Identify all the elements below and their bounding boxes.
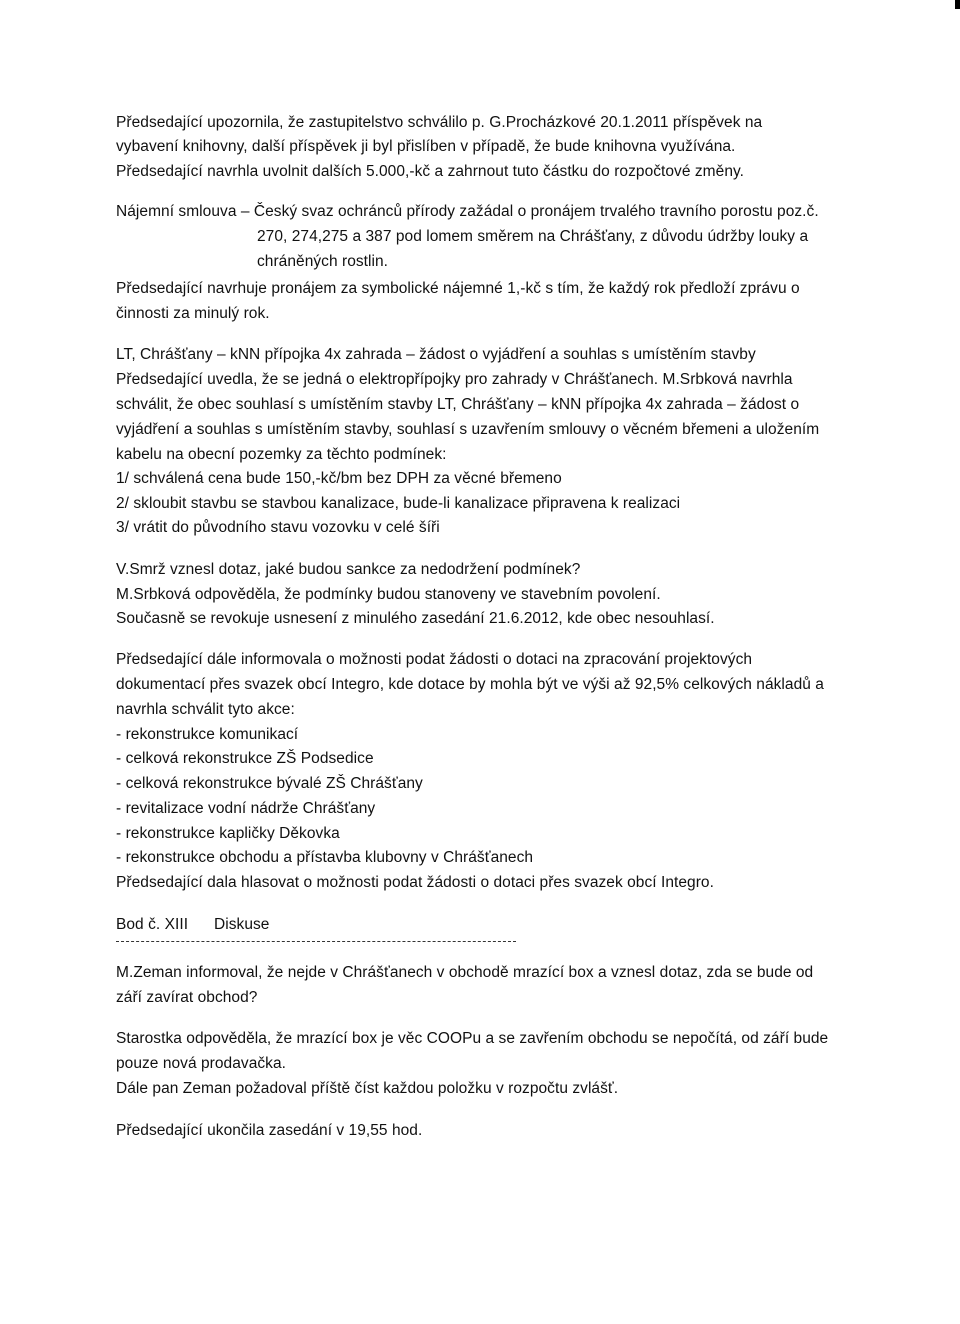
discussion-zeman-line-2: září zavírat obchod? — [116, 989, 258, 1006]
paragraph-smrz-line-2: M.Srbková odpověděla, že podmínky budou stanoveny ve stavebním povolení. — [116, 586, 661, 603]
dotace-list-item: - rekonstrukce obchodu a přístavba klubovny v Chrášťanech — [116, 849, 534, 866]
dotace-list-item: - celková rekonstrukce ZŠ Podsedice — [116, 750, 374, 767]
paragraph-dotace-closing: Předsedající dala hlasovat o možnosti podat žádosti o dotaci přes svazek obcí Integro. — [116, 874, 714, 891]
paragraph-smrz-line-3: Současně se revokuje usnesení z minulého zasedání 21.6.2012, kde obec nesouhlasí. — [116, 610, 715, 627]
paragraph-dotace-line-1: Předsedající dále informovala o možnosti podat žádosti o dotaci na zpracování projektových — [116, 651, 753, 668]
paragraph-dotace-line-2: dokumentací přes svazek obcí Integro, kde dotace by mohla být ve výši až 92,5% celkových nákladů a — [116, 676, 824, 693]
discussion-zeman-line-1: M.Zeman informoval, že nejde v Chrášťanech v obchodě mrazící box a vznesl dotaz, zda se bude od — [116, 964, 814, 981]
paragraph-najemni-line-5: činnosti za minulý rok. — [116, 305, 270, 322]
paragraph-knn-line-2: Předsedající uvedla, že se jedná o elektropřípojky pro zahrady v Chrášťanech. M.Srbková navrhla — [116, 371, 793, 388]
paragraph-knihovna-line-1: Předsedající upozornila, že zastupitelstvo schválilo p. G.Procházkové 20.1.2011 příspěvek na — [116, 114, 763, 131]
closing-statement: Předsedající ukončila zasedání v 19,55 hod. — [116, 1122, 423, 1139]
paragraph-knn-line-1: LT, Chrášťany – kNN přípojka 4x zahrada – žádost o vyjádření a souhlas s umístěním stavby — [116, 346, 756, 363]
discussion-starostka-line-1: Starostka odpověděla, že mrazící box je věc COOPu a se zavřením obchodu se nepočítá, od září bude — [116, 1030, 829, 1047]
dotace-list-item: - rekonstrukce kapličky Děkovka — [116, 825, 340, 842]
paragraph-najemni-line-1: Nájemní smlouva – Český svaz ochránců přírody zažádal o pronájem trvalého travního porostu poz.č. — [116, 203, 819, 220]
paragraph-knihovna-line-3: Předsedající navrhla uvolnit dalších 5.000,-kč a zahrnout tuto částku do rozpočtové změny. — [116, 163, 744, 180]
paragraph-smrz-line-1: V.Smrž vznesl dotaz, jaké budou sankce za nedodržení podmínek? — [116, 561, 581, 578]
section-divider — [116, 941, 516, 942]
paragraph-knn-line-3: schválit, že obec souhlasí s umístěním stavby LT, Chrášťany – kNN přípojka 4x zahrada – žádost o — [116, 396, 800, 413]
scan-corner-mark — [955, 0, 960, 9]
dotace-list-item: - revitalizace vodní nádrže Chrášťany — [116, 800, 376, 817]
paragraph-najemni-line-4: Předsedající navrhuje pronájem za symbolické nájemné 1,-kč s tím, že každý rok předloží zprávu o — [116, 280, 800, 297]
paragraph-dotace-line-3: navrhla schválit tyto akce: — [116, 701, 295, 718]
section-number: Bod č. XIII — [116, 916, 189, 933]
paragraph-knn-line-7: 2/ skloubit stavbu se stavbou kanalizace, bude-li kanalizace připravena k realizaci — [116, 495, 681, 512]
discussion-starostka-line-3: Dále pan Zeman požadoval příště číst každou položku v rozpočtu zvlášť. — [116, 1080, 619, 1097]
paragraph-knn-line-4: vyjádření a souhlas s umístěním stavby, souhlasí s uzavřením smlouvy o věcném břemeni a uložením — [116, 421, 820, 438]
paragraph-knn-line-5: kabelu na obecní pozemky za těchto podmínek: — [116, 446, 447, 463]
paragraph-knihovna-line-2: vybavení knihovny, další příspěvek ji byl přislíben v případě, že bude knihovna využívána. — [116, 138, 736, 155]
paragraph-knn-line-8: 3/ vrátit do původního stavu vozovku v celé šíři — [116, 519, 440, 536]
paragraph-najemni-line-3: chráněných rostlin. — [257, 253, 389, 270]
discussion-starostka-line-2: pouze nová prodavačka. — [116, 1055, 286, 1072]
dotace-list-item: - rekonstrukce komunikací — [116, 726, 299, 743]
dotace-list-item: - celková rekonstrukce bývalé ZŠ Chrášťany — [116, 775, 423, 792]
paragraph-najemni-line-2: 270, 274,275 a 387 pod lomem směrem na Chrášťany, z důvodu údržby louky a — [257, 228, 809, 245]
paragraph-knn-line-6: 1/ schválená cena bude 150,-kč/bm bez DPH za věcné břemeno — [116, 470, 562, 487]
section-title: Diskuse — [214, 916, 270, 933]
